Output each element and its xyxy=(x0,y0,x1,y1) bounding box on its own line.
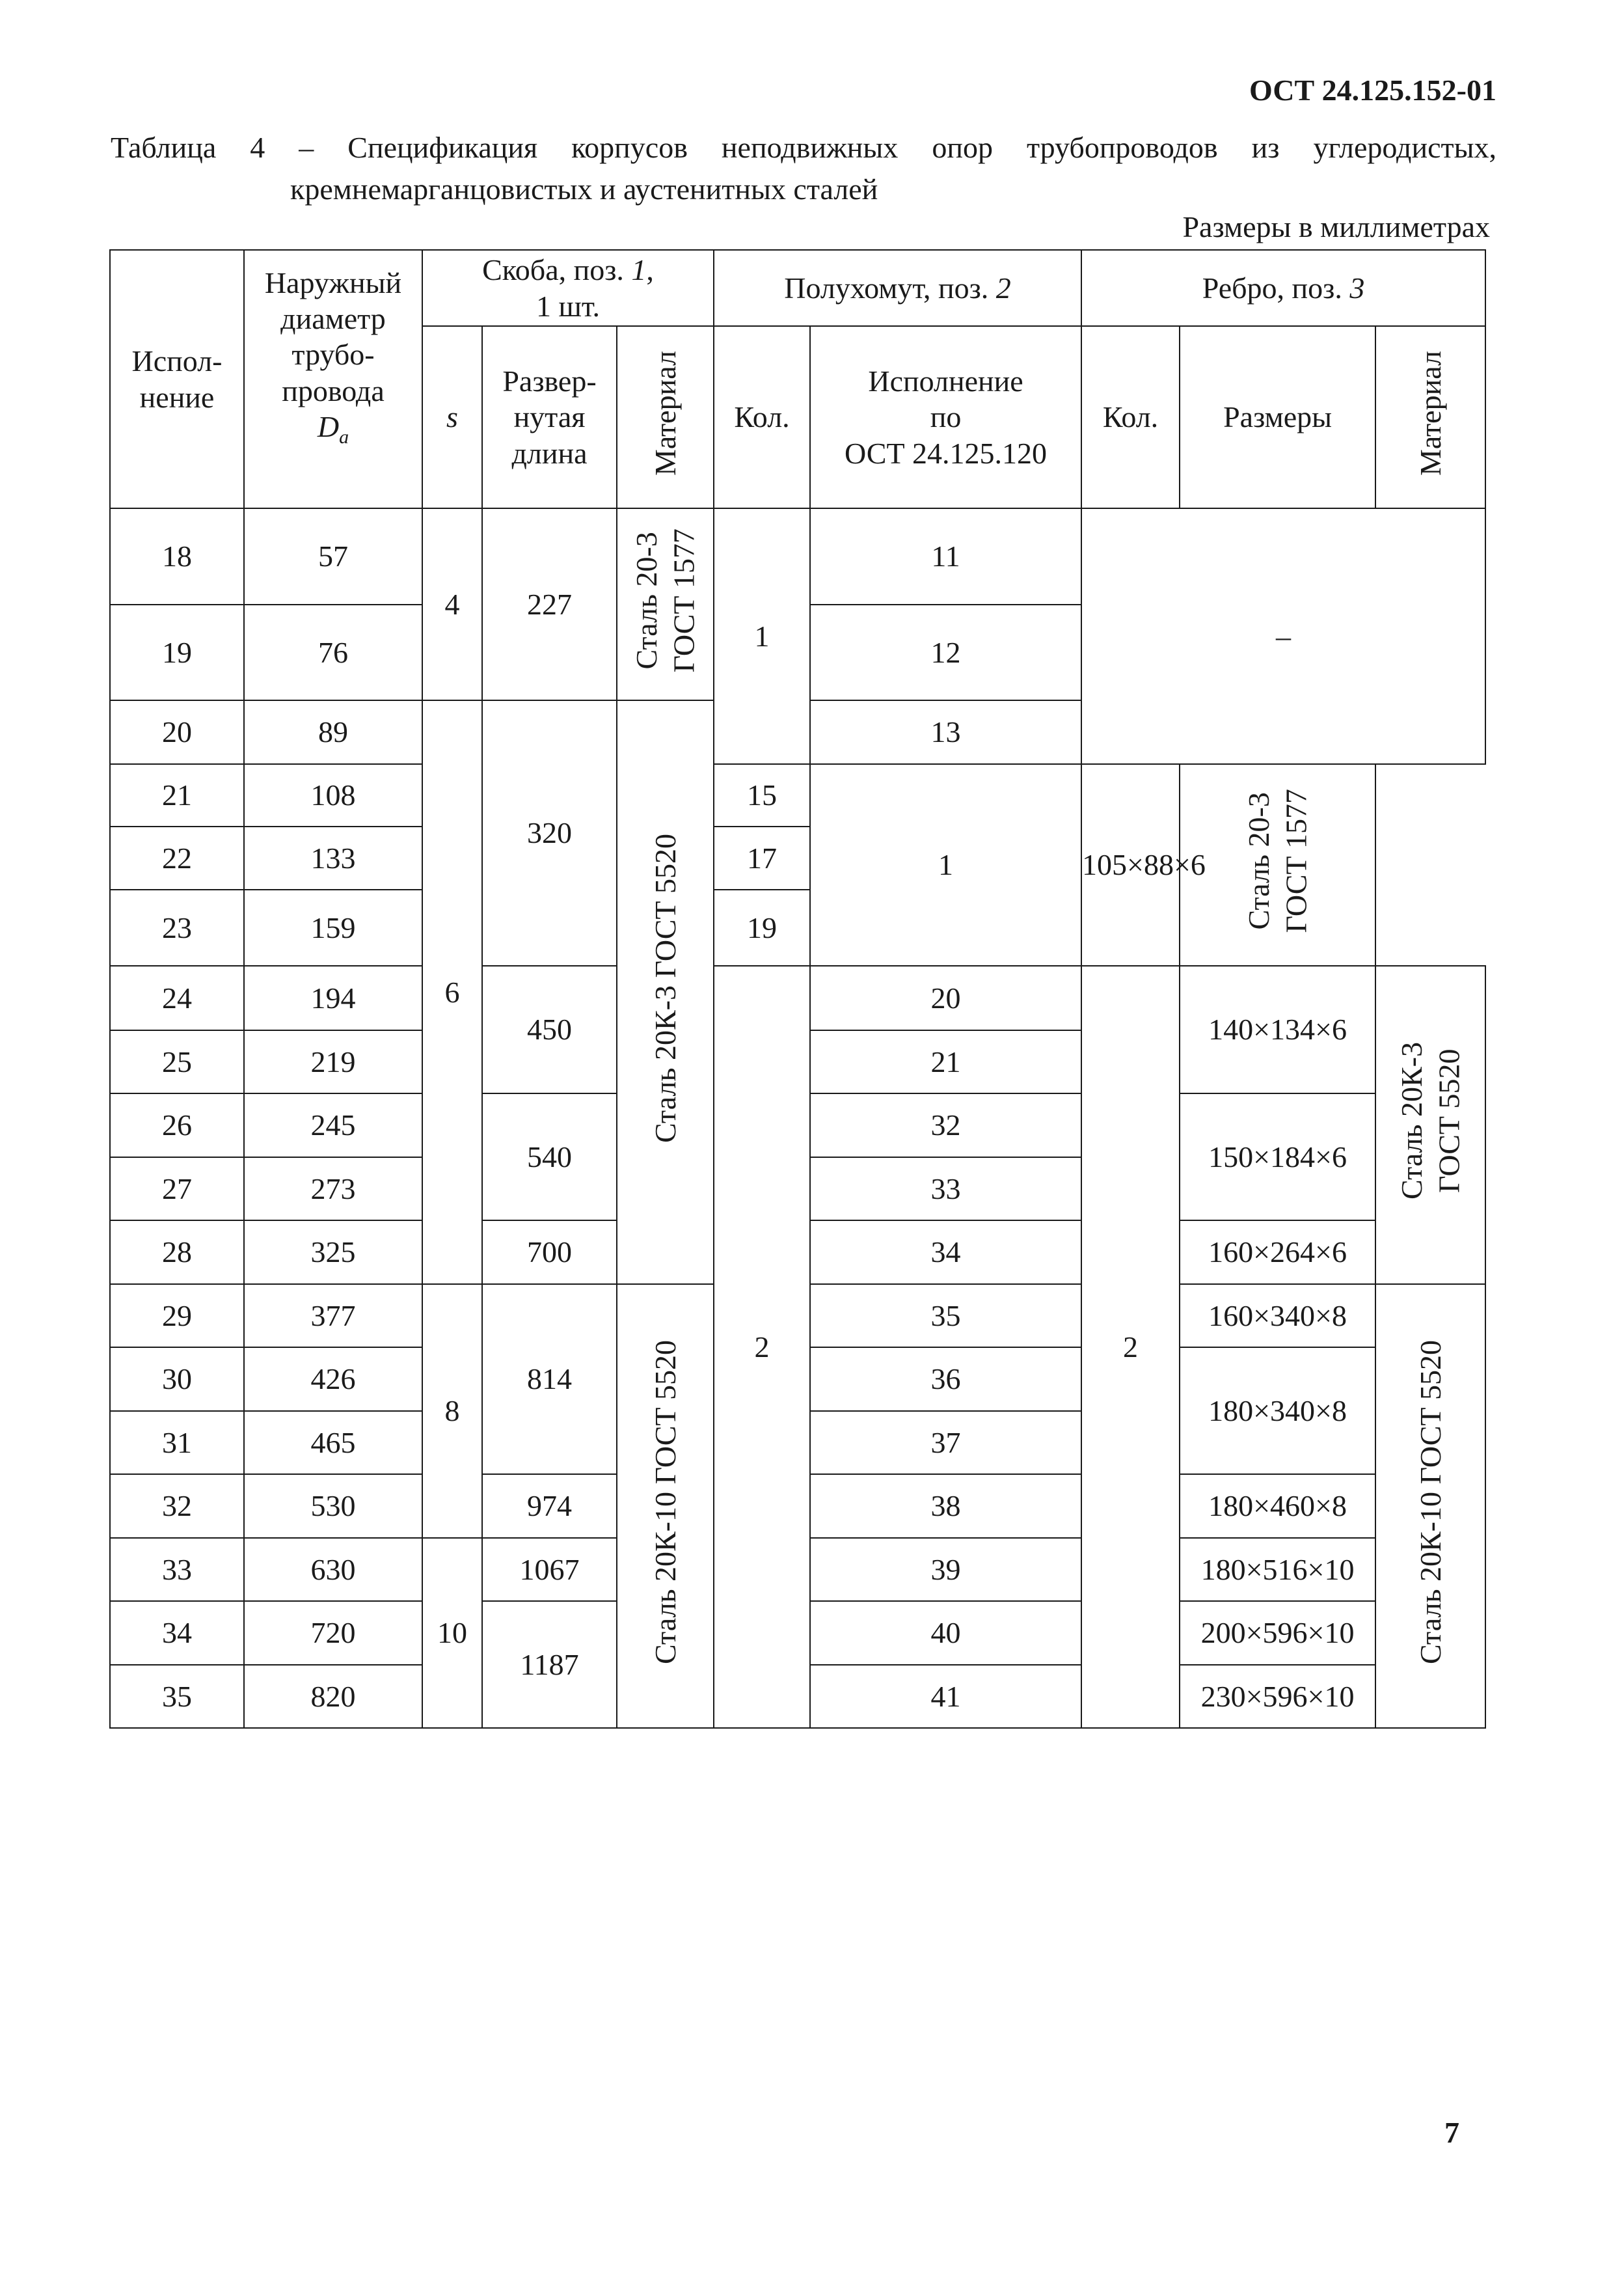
header-poluhomut: Полухомут, поз. 2 xyxy=(714,250,1081,326)
cell-ispolnenie: 26 xyxy=(110,1093,244,1157)
cell-poluhomut-isp: 37 xyxy=(810,1411,1081,1474)
cell-diameter: 57 xyxy=(244,508,422,605)
cell-ispolnenie: 30 xyxy=(110,1347,244,1411)
cell-rebro-size: 160×264×6 xyxy=(1180,1220,1375,1284)
cell-diameter: 325 xyxy=(244,1220,422,1284)
cell-razv-length: 1187 xyxy=(482,1601,617,1728)
cell-poluhomut-kol: 2 xyxy=(714,966,810,1728)
specification-table xyxy=(109,249,1486,1729)
cell-s: 4 xyxy=(422,508,482,700)
cell-poluhomut-isp: 15 xyxy=(714,764,810,827)
cell-ispolnenie: 31 xyxy=(110,1411,244,1474)
table-caption: Таблица 4 – Спецификация корпусов неподвижных опор трубопроводов из углеродистых, xyxy=(111,131,1496,164)
cell-diameter: 133 xyxy=(244,827,422,890)
cell-s: 8 xyxy=(422,1284,482,1538)
cell-poluhomut-isp: 38 xyxy=(810,1474,1081,1538)
cell-poluhomut-isp: 40 xyxy=(810,1601,1081,1665)
page-number: 7 xyxy=(1444,2116,1459,2149)
header-s: s xyxy=(422,326,482,508)
cell-ispolnenie: 21 xyxy=(110,764,244,827)
cell-rebro-size: 180×340×8 xyxy=(1180,1347,1375,1474)
cell-ispolnenie: 22 xyxy=(110,827,244,890)
cell-skoba-material: Сталь 20-3 ГОСТ 1577 xyxy=(617,508,714,700)
cell-skoba-material: Сталь 20К-10 ГОСТ 5520 xyxy=(617,1284,714,1728)
cell-ispolnenie: 19 xyxy=(110,605,244,700)
header-rebro-material: Материал xyxy=(1375,326,1485,508)
header-skoba: Скоба, поз. 1, 1 шт. xyxy=(422,250,714,326)
cell-ispolnenie: 24 xyxy=(110,966,244,1030)
cell-poluhomut-kol: 1 xyxy=(714,508,810,764)
cell-rebro-size: 105×88×6 xyxy=(1081,764,1180,966)
cell-diameter: 426 xyxy=(244,1347,422,1411)
table-caption-continued: кремнемарганцовистых и аустенитных сталей xyxy=(290,172,878,206)
cell-rebro-size: 140×134×6 xyxy=(1180,966,1375,1093)
cell-poluhomut-isp: 32 xyxy=(810,1093,1081,1157)
cell-s: 10 xyxy=(422,1538,482,1728)
cell-ispolnenie: 20 xyxy=(110,700,244,764)
cell-rebro-kol: 1 xyxy=(810,764,1081,966)
cell-razv-length: 320 xyxy=(482,700,617,966)
header-rebro-sizes: Размеры xyxy=(1180,326,1375,508)
document-code: ОСТ 24.125.152-01 xyxy=(1249,74,1496,107)
cell-diameter: 530 xyxy=(244,1474,422,1538)
cell-poluhomut-isp: 19 xyxy=(714,890,810,966)
cell-rebro-material: Сталь 20-3 ГОСТ 1577 xyxy=(1180,764,1375,966)
cell-ispolnenie: 23 xyxy=(110,890,244,966)
cell-diameter: 465 xyxy=(244,1411,422,1474)
units-note: Размеры в миллиметрах xyxy=(1182,210,1490,243)
header-skoba-material: Материал xyxy=(617,326,714,508)
cell-razv-length: 1067 xyxy=(482,1538,617,1601)
cell-poluhomut-isp: 36 xyxy=(810,1347,1081,1411)
cell-razv-length: 540 xyxy=(482,1093,617,1220)
cell-diameter: 89 xyxy=(244,700,422,764)
cell-rebro-size: 200×596×10 xyxy=(1180,1601,1375,1665)
header-poluhomut-kol: Кол. xyxy=(714,326,810,508)
cell-diameter: 273 xyxy=(244,1157,422,1220)
cell-razv-length: 700 xyxy=(482,1220,617,1284)
cell-poluhomut-isp: 17 xyxy=(714,827,810,890)
cell-rebro-material: Сталь 20К-3 ГОСТ 5520 xyxy=(1375,966,1485,1284)
cell-razv-length: 227 xyxy=(482,508,617,700)
cell-poluhomut-isp: 12 xyxy=(810,605,1081,700)
cell-poluhomut-isp: 33 xyxy=(810,1157,1081,1220)
cell-rebro-size: 150×184×6 xyxy=(1180,1093,1375,1220)
cell-ispolnenie: 32 xyxy=(110,1474,244,1538)
cell-ispolnenie: 35 xyxy=(110,1665,244,1728)
cell-diameter: 720 xyxy=(244,1601,422,1665)
cell-rebro-size: 180×516×10 xyxy=(1180,1538,1375,1601)
cell-diameter: 194 xyxy=(244,966,422,1030)
cell-ispolnenie: 27 xyxy=(110,1157,244,1220)
header-poluhomut-isp: Исполнение по ОСТ 24.125.120 xyxy=(810,326,1081,508)
cell-rebro-size: 180×460×8 xyxy=(1180,1474,1375,1538)
cell-diameter: 820 xyxy=(244,1665,422,1728)
header-rebro-kol: Кол. xyxy=(1081,326,1180,508)
cell-diameter: 159 xyxy=(244,890,422,966)
cell-ispolnenie: 25 xyxy=(110,1030,244,1093)
cell-s: 6 xyxy=(422,700,482,1284)
cell-diameter: 245 xyxy=(244,1093,422,1157)
cell-ispolnenie: 33 xyxy=(110,1538,244,1601)
cell-skoba-material: Сталь 20К-3 ГОСТ 5520 xyxy=(617,700,714,1284)
header-razv-length: Развер-нутая длина xyxy=(482,326,617,508)
cell-ispolnenie: 28 xyxy=(110,1220,244,1284)
cell-diameter: 377 xyxy=(244,1284,422,1347)
cell-rebro-size: 160×340×8 xyxy=(1180,1284,1375,1347)
cell-poluhomut-isp: 34 xyxy=(810,1220,1081,1284)
cell-poluhomut-isp: 41 xyxy=(810,1665,1081,1728)
cell-razv-length: 450 xyxy=(482,966,617,1093)
header-rebro: Ребро, поз. 3 xyxy=(1081,250,1485,326)
cell-razv-length: 814 xyxy=(482,1284,617,1474)
cell-diameter: 108 xyxy=(244,764,422,827)
cell-diameter: 630 xyxy=(244,1538,422,1601)
header-diameter: Наружный диаметр трубо- провода $D_a$ xyxy=(244,250,422,508)
cell-rebro-size: 230×596×10 xyxy=(1180,1665,1375,1728)
cell-diameter: 219 xyxy=(244,1030,422,1093)
cell-poluhomut-isp: 13 xyxy=(810,700,1081,764)
cell-rebro-material: Сталь 20К-10 ГОСТ 5520 xyxy=(1375,1284,1485,1728)
cell-poluhomut-isp: 20 xyxy=(810,966,1081,1030)
cell-rebro-kol: 2 xyxy=(1081,966,1180,1728)
cell-poluhomut-isp: 39 xyxy=(810,1538,1081,1601)
header-ispolnenie: Испол-нение xyxy=(110,250,244,508)
cell-rebro-dash: – xyxy=(1081,508,1485,764)
cell-ispolnenie: 34 xyxy=(110,1601,244,1665)
cell-razv-length: 974 xyxy=(482,1474,617,1538)
cell-poluhomut-isp: 11 xyxy=(810,508,1081,605)
cell-poluhomut-isp: 21 xyxy=(810,1030,1081,1093)
cell-ispolnenie: 29 xyxy=(110,1284,244,1347)
cell-poluhomut-isp: 35 xyxy=(810,1284,1081,1347)
cell-ispolnenie: 18 xyxy=(110,508,244,605)
cell-diameter: 76 xyxy=(244,605,422,700)
